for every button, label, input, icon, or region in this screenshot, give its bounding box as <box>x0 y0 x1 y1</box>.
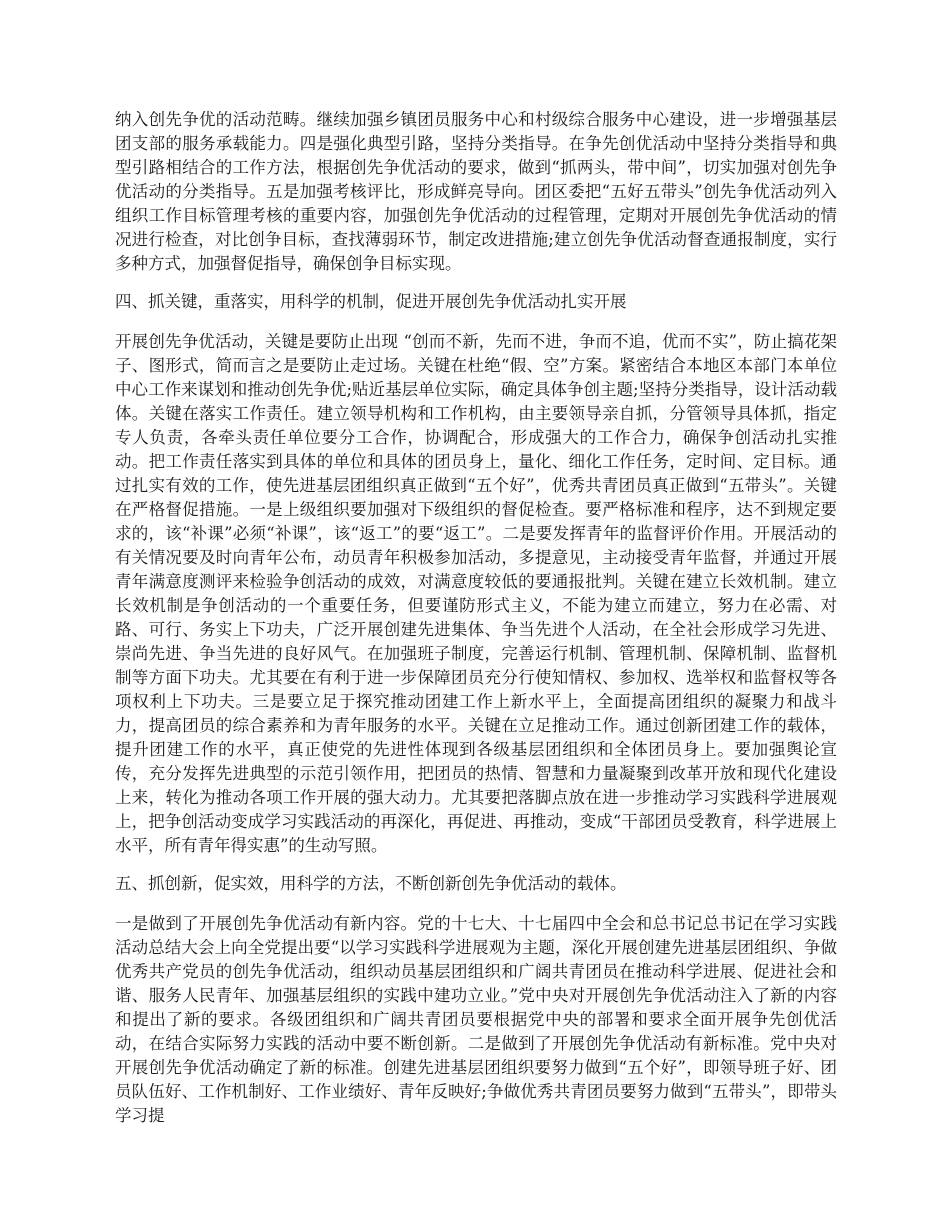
document-page <box>115 108 837 1142</box>
section-heading-5: 五、抓创新，促实效，用科学的方法，不断创新创先争优活动的载体。 <box>115 874 627 893</box>
paragraph-2: 开展创先争优活动，关键是要防止出现 “创而不新，先而不进，争而不追，优而不实”，防止搞花架子、图形式，简而言之是要防止走过场。关键在杜绝“假、空”方案。紧密结合本地区本部门本单位中心工作来谋划和推动创先争优;贴近基层单位实际，确定具体争创主题;坚持分类指导，设计活动载体。关键在落实工作责任。建立领导机构和工作机构，由主要领导亲自抓，分管领导具体抓，指定专人负责，各牵头责任单位要分工合作，协调配合，形成强大的工作合力，确保争创活动扎实推动。把工作责任落实到具体的单位和具体的团员身上，量化、细化工作任务，定时间、定目标。通过扎实有效的工作，使先进基层团组织真正做到“五个好”，优秀共青团员真正做到“五带头”。关键在严格督促措施。一是上级组织要加强对下级组织的督促检查。要严格标准和程序，达不到规定要求的，该“补课”必须“补课”，该“返工”的要“返工”。二是要发挥青年的监督评价作用。开展活动的有关情况要及时向青年公布，动员青年积极参加活动，多提意见，主动接受青年监督，并通过开展青年满意度测评来检验争创活动的成效，对满意度较低的要通报批判。关键在建立长效机制。建立长效机制是争创活动的一个重要任务，但要谨防形式主义，不能为建立而建立，努力在必需、对路、可行、务实上下功夫，广泛开展创建先进集体、争当先进个人活动，在全社会形成学习先进、崇尚先进、争当先进的良好风气。在加强班子制度，完善运行机制、管理机制、保障机制、监督机制等方面下功夫。尤其要在有利于进一步保障团员充分行使知情权、参加权、选举权和监督权等各项权利上下功夫。三是要立足于探究推动团建工作上新水平上，全面提高团组织的凝聚力和战斗力，提高团员的综合素养和为青年服务的水平。关键在立足推动工作。通过创新团建工作的载体，提升团建工作的水平，真正使党的先进性体现到各级基层团组织和全体团员身上。要加强舆论宣传，充分发挥先进典型的示范引领作用，把团员的热情、智慧和力量凝聚到改革开放和现代化建设上来，转化为推动各项工作开展的强大动力。尤其要把落脚点放在进一步推动学习实践科学进展观上，把争创活动变成学习实践活动的再深化，再促进、再推动，变成“干部团员受教育，科学进展上水平，所有青年得实惠”的生动写照。 <box>115 332 837 855</box>
section-heading-4: 四、抓关键，重落实，用科学的机制，促进开展创先争优活动扎实开展 <box>115 292 627 311</box>
paragraph-1: 纳入创先争优的活动范畴。继续加强乡镇团员服务中心和村级综合服务中心建设，进一步增强基层团支部的服务承载能力。四是强化典型引路，坚持分类指导。在争先创优活动中坚持分类指导和典型引路相结合的工作方法，根据创先争优活动的要求，做到“抓两头，带中间”，切实加强对创先争优活动的分类指导。五是加强考核评比，形成鲜亮导向。团区委把“五好五带头”创先争优活动列入组织工作目标管理考核的重要内容，加强创先争优活动的过程管理，定期对开展创先争优活动的情况进行检查，对比创争目标，查找薄弱环节，制定改进措施;建立创先争优活动督查通报制度，实行多种方式，加强督促指导，确保创争目标实现。 <box>115 110 837 273</box>
paragraph-3: 一是做到了开展创先争优活动有新内容。党的十七大、十七届四中全会和总书记总书记在学习实践活动总结大会上向全党提出要“以学习实践科学进展观为主题，深化开展创建先进基层团组织、争做优秀共产党员的创先争优活动，组织动员基层团组织和广阔共青团员在推动科学进展、促进社会和谐、服务人民青年、加强基层组织的实践中建功立业。”党中央对开展创先争优活动注入了新的内容和提出了新的要求。各级团组织和广阔共青团员要根据党中央的部署和要求全面开展争先创优活动，在结合实际努力实践的活动中要不断创新。二是做到了开展创先争优活动有新标准。党中央对开展创先争优活动确定了新的标准。创建先进基层团组织要努力做到“五个好”，即领导班子好、团员队伍好、工作机制好、工作业绩好、青年反映好;争做优秀共青团员要努力做到“五带头”，即带头学习提 <box>115 914 837 1125</box>
